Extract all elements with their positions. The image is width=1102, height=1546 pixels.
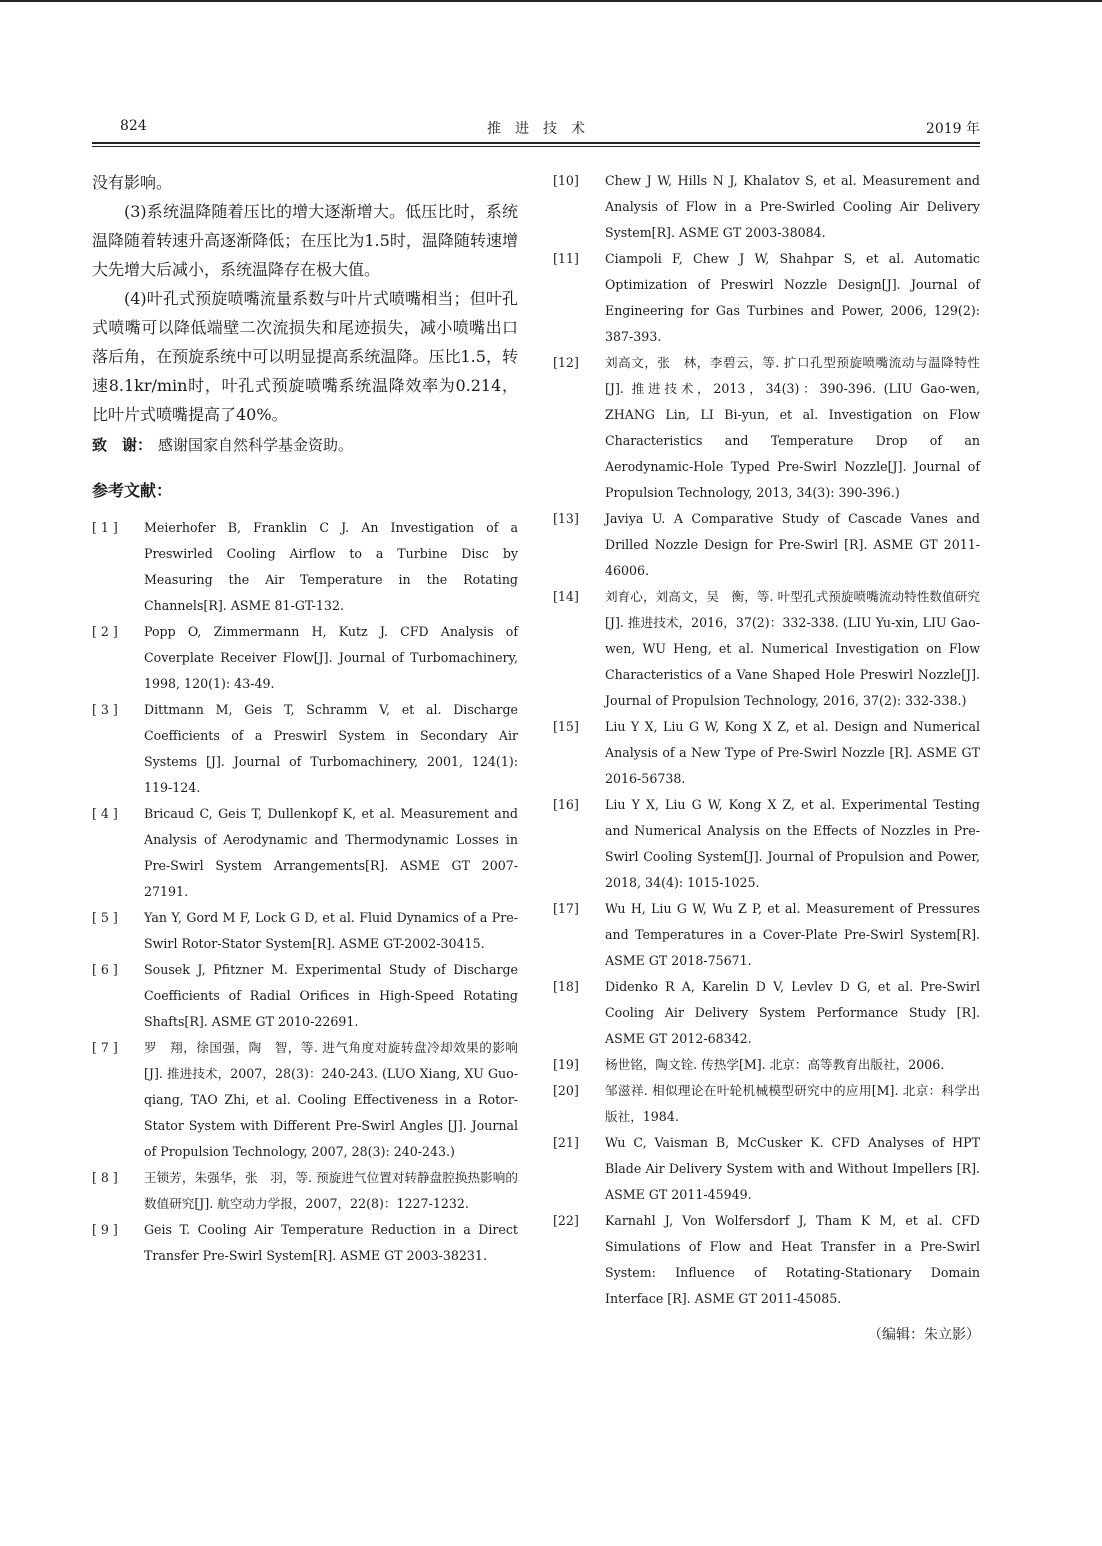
reference-number: [12] bbox=[553, 355, 579, 370]
reference-item bbox=[553, 246, 980, 350]
reference-text: 王锁芳，朱强华，张 羽，等. 预旋进气位置对转静盘腔换热影响的数值研究[J]. 航空动力学报，2007，22(8)：1227-1232. bbox=[144, 1170, 518, 1211]
reference-number: [13] bbox=[553, 511, 579, 526]
reference-item bbox=[553, 506, 980, 584]
acknowledgement-text: 感谢国家自然科学基金资助。 bbox=[158, 436, 354, 454]
reference-item bbox=[92, 619, 518, 697]
reference-number: [22] bbox=[553, 1213, 579, 1228]
reference-number: [ 3 ] bbox=[92, 702, 118, 717]
reference-number: [ 5 ] bbox=[92, 910, 118, 925]
journal-title: 推进技术 bbox=[487, 121, 599, 137]
reference-number: [15] bbox=[553, 719, 579, 734]
reference-text: Liu Y X, Liu G W, Kong X Z, et al. Experimental Testing and Numerical Analysis on the Effects of Nozzles in Pre-Swirl Cooling System[J]. Journal of Propulsion and Power, 2018, 34(4): 1015-1025. bbox=[605, 797, 980, 890]
reference-number: [16] bbox=[553, 797, 579, 812]
reference-number: [10] bbox=[553, 173, 579, 188]
reference-text: 邹滋祥. 相似理论在叶轮机械模型研究中的应用[M]. 北京：科学出版社，1984. bbox=[605, 1083, 980, 1124]
header-rule-thin bbox=[92, 146, 980, 147]
reference-text: 刘高文，张 林，李碧云，等. 扩口孔型预旋喷嘴流动与温降特性[J]. 推进技术，2013，34(3)：390-396. (LIU Gao-wen, ZHANG Lin, LI Bi-yun, et al. Investigation on Flow Characteristics and Temperature Drop of an Aerodynamic-Hole Typed Pre-Swirl Nozzle[J]. Journal of Propulsion Technology, 2013, 34(3): 390-396.) bbox=[605, 355, 980, 500]
reference-item bbox=[553, 1208, 980, 1312]
reference-text: Popp O, Zimmermann H, Kutz J. CFD Analysis of Coverplate Receiver Flow[J]. Journal of Turbomachinery, 1998, 120(1): 43-49. bbox=[144, 624, 518, 691]
reference-text: Wu H, Liu G W, Wu Z P, et al. Measurement of Pressures and Temperatures in a Cover-Plate Pre-Swirl System[R]. ASME GT 2018-75671. bbox=[605, 901, 980, 968]
reference-text: Karnahl J, Von Wolfersdorf J, Tham K M, et al. CFD Simulations of Flow and Heat Transfer in a Pre-Swirl System: Influence of Rotating-Stationary Domain Interface [R]. ASME GT 2011-45085. bbox=[605, 1213, 980, 1306]
reference-item bbox=[92, 801, 518, 905]
reference-item bbox=[553, 168, 980, 246]
reference-number: [14] bbox=[553, 589, 579, 604]
reference-number: [ 1 ] bbox=[92, 520, 118, 535]
reference-text: Yan Y, Gord M F, Lock G D, et al. Fluid Dynamics of a Pre-Swirl Rotor-Stator System[R]. ASME GT-2002-30415. bbox=[144, 910, 518, 951]
reference-text: Wu C, Vaisman B, McCusker K. CFD Analyses of HPT Blade Air Delivery System with and Without Impellers [R]. ASME GT 2011-45949. bbox=[605, 1135, 980, 1202]
reference-text: Javiya U. A Comparative Study of Cascade Vanes and Drilled Nozzle Design for Pre-Swirl [R]. ASME GT 2011-46006. bbox=[605, 511, 980, 578]
reference-list-right bbox=[553, 168, 980, 1312]
page-number: 824 bbox=[120, 118, 147, 134]
reference-item bbox=[553, 1052, 980, 1078]
body-paragraph: (3)系统温降随着压比的增大逐渐增大。低压比时，系统温降随着转速升高逐渐降低；在压比为1.5时，温降随转速增大先增大后减小，系统温降存在极大值。 bbox=[92, 202, 518, 279]
reference-number: [ 9 ] bbox=[92, 1222, 118, 1237]
reference-item bbox=[553, 792, 980, 896]
reference-item bbox=[92, 515, 518, 619]
reference-number: [18] bbox=[553, 979, 579, 994]
reference-item bbox=[92, 1035, 518, 1165]
reference-number: [ 6 ] bbox=[92, 962, 118, 977]
reference-item bbox=[92, 1217, 518, 1269]
acknowledgement-label: 致 谢： bbox=[92, 436, 153, 454]
reference-number: [11] bbox=[553, 251, 579, 266]
header-rule-thick bbox=[92, 142, 980, 144]
reference-number: [17] bbox=[553, 901, 579, 916]
reference-item bbox=[553, 350, 980, 506]
top-border bbox=[0, 0, 1102, 2]
right-column bbox=[553, 168, 980, 1344]
publication-year: 2019 年 bbox=[925, 121, 980, 137]
reference-item bbox=[553, 974, 980, 1052]
reference-text: Ciampoli F, Chew J W, Shahpar S, et al. Automatic Optimization of Preswirl Nozzle Design[J]. Journal of Engineering for Gas Turbines and Power, 2006, 129(2): 387-393. bbox=[605, 251, 980, 344]
reference-text: Bricaud C, Geis T, Dullenkopf K, et al. Measurement and Analysis of Aerodynamic and Thermodynamic Losses in Pre-Swirl System Arrangements[R]. ASME GT 2007-27191. bbox=[144, 806, 518, 899]
reference-text: Geis T. Cooling Air Temperature Reduction in a Direct Transfer Pre-Swirl System[R]. ASME GT 2003-38231. bbox=[144, 1222, 518, 1263]
reference-text: 杨世铭，陶文铨. 传热学[M]. 北京：高等教育出版社，2006. bbox=[605, 1057, 945, 1072]
reference-text: Didenko R A, Karelin D V, Levlev D G, et al. Pre-Swirl Cooling Air Delivery System Performance Study [R]. ASME GT 2012-68342. bbox=[605, 979, 980, 1046]
reference-text: Chew J W, Hills N J, Khalatov S, et al. Measurement and Analysis of Flow in a Pre-Swirled Cooling Air Delivery System[R]. ASME GT 2003-38084. bbox=[605, 173, 980, 240]
reference-text: Meierhofer B, Franklin C J. An Investigation of a Preswirled Cooling Airflow to a Turbine Disc by Measuring the Air Temperature in the Rotating Channels[R]. ASME 81-GT-132. bbox=[144, 520, 518, 613]
reference-item bbox=[92, 697, 518, 801]
acknowledgement bbox=[92, 431, 518, 460]
reference-item bbox=[553, 1130, 980, 1208]
reference-item bbox=[92, 905, 518, 957]
reference-item bbox=[553, 1078, 980, 1130]
reference-item bbox=[553, 584, 980, 714]
reference-text: 刘育心，刘高文，吴 衡，等. 叶型孔式预旋喷嘴流动特性数值研究[J]. 推进技术，2016，37(2)：332-338. (LIU Yu-xin, LIU Gao-wen, WU Heng, et al. Numerical Investigation on Flow Characteristics of a Vane Shaped Hole Preswirl Nozzle[J]. Journal of Propulsion Technology, 2016, 37(2): 332-338.) bbox=[605, 589, 980, 708]
reference-number: [ 8 ] bbox=[92, 1170, 118, 1185]
editor-note: （编辑：朱立影） bbox=[868, 1327, 980, 1343]
reference-text: Sousek J, Pfitzner M. Experimental Study of Discharge Coefficients of Radial Orifices in High-Speed Rotating Shafts[R]. ASME GT 2010-22691. bbox=[144, 962, 518, 1029]
reference-number: [ 7 ] bbox=[92, 1040, 118, 1055]
left-column bbox=[92, 168, 518, 1269]
reference-number: [21] bbox=[553, 1135, 579, 1150]
reference-text: Liu Y X, Liu G W, Kong X Z, et al. Design and Numerical Analysis of a New Type of Pre-Swirl Nozzle [R]. ASME GT 2016-56738. bbox=[605, 719, 980, 786]
reference-number: [20] bbox=[553, 1083, 579, 1098]
references-heading: 参考文献： bbox=[92, 481, 173, 500]
body-paragraph: 没有影响。 bbox=[92, 173, 173, 192]
reference-item bbox=[92, 957, 518, 1035]
reference-item bbox=[92, 1165, 518, 1217]
reference-text: 罗 翔，徐国强，陶 智，等. 进气角度对旋转盘冷却效果的影响[J]. 推进技术，2007，28(3)：240-243. (LUO Xiang, XU Guo-qiang, TAO Zhi, et al. Cooling Effectiveness in a Rotor-Stator System with Different Pre-Swirl Angles [J]. Journal of Propulsion Technology, 2007, 28(3): 240-243.) bbox=[144, 1040, 518, 1159]
reference-item bbox=[553, 896, 980, 974]
reference-number: [ 4 ] bbox=[92, 806, 118, 821]
reference-number: [ 2 ] bbox=[92, 624, 118, 639]
reference-text: Dittmann M, Geis T, Schramm V, et al. Discharge Coefficients of a Preswirl System in Secondary Air Systems [J]. Journal of Turbomachinery, 2001, 124(1): 119-124. bbox=[144, 702, 518, 795]
page-header bbox=[92, 118, 980, 140]
reference-number: [19] bbox=[553, 1057, 579, 1072]
reference-item bbox=[553, 714, 980, 792]
body-paragraph: (4)叶孔式预旋喷嘴流量系数与叶片式喷嘴相当；但叶孔式喷嘴可以降低端壁二次流损失和尾迹损失，减小喷嘴出口落后角，在预旋系统中可以明显提高系统温降。压比1.5，转速8.1kr/min时，叶孔式预旋喷嘴系统温降效率为0.214，比叶片式喷嘴提高了40%。 bbox=[92, 289, 518, 424]
reference-list-left bbox=[92, 515, 518, 1269]
